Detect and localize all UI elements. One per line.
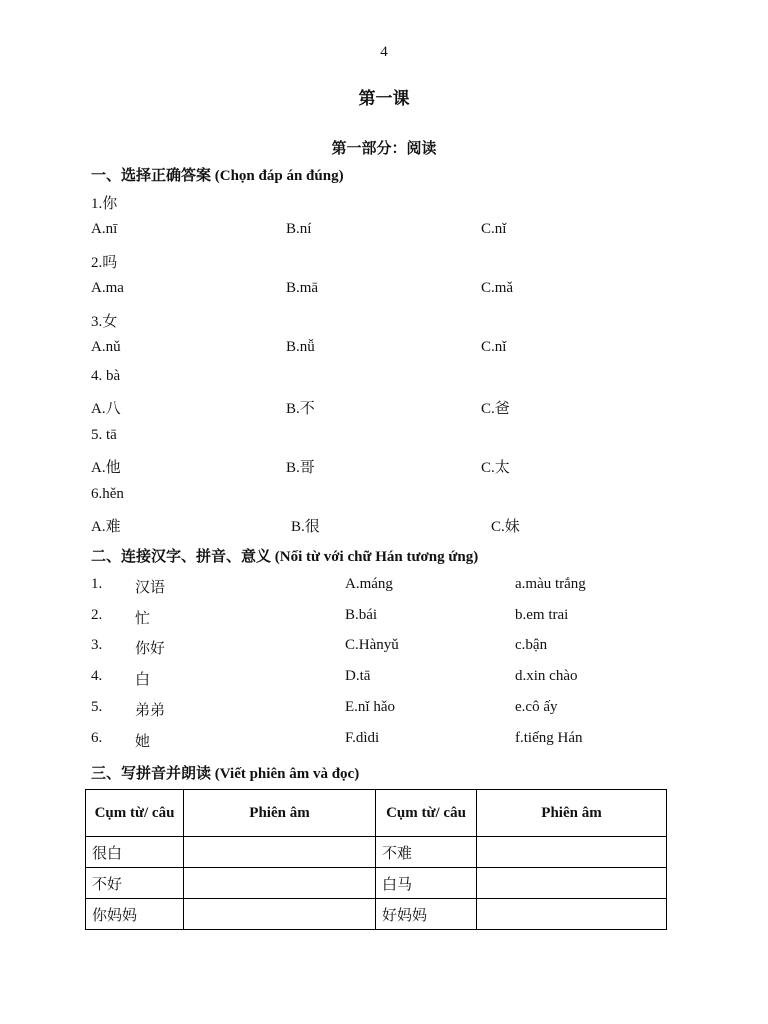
- meaning-item: a.màu trắng: [515, 576, 586, 592]
- pinyin-answer-cell[interactable]: [477, 837, 667, 868]
- pinyin-answer-cell[interactable]: [184, 837, 376, 868]
- row-number: 1.: [91, 576, 103, 592]
- meaning-item: b.em trai: [515, 607, 569, 623]
- option-a: A.他: [91, 460, 121, 476]
- option-c: C.太: [481, 460, 510, 476]
- option-b: B.哥: [286, 460, 315, 476]
- column-header-pinyin: Phiên âm: [477, 790, 667, 837]
- option-b: B.nǚ: [286, 339, 315, 355]
- table-row: [86, 899, 667, 930]
- pinyin-item: E.nǐ hǎo: [345, 699, 395, 715]
- meaning-item: f.tiếng Hán: [515, 730, 583, 746]
- pinyin-item: D.tā: [345, 668, 371, 684]
- pinyin-table: [85, 789, 667, 930]
- phrase-cell: 不好: [86, 868, 184, 899]
- column-header-pinyin: Phiên âm: [184, 790, 376, 837]
- table-row: [86, 837, 667, 868]
- phrase-cell: 不难: [376, 837, 477, 868]
- option-c: C.mǎ: [481, 280, 514, 296]
- meaning-item: d.xin chào: [515, 668, 578, 684]
- option-b: B.mā: [286, 280, 319, 296]
- meaning-item: c.bận: [515, 637, 548, 653]
- question-prompt: 1.你: [91, 196, 118, 212]
- section1-heading: 一、选择正确答案 (Chọn đáp án đúng): [91, 168, 344, 184]
- hanzi-item: 你好: [135, 641, 166, 657]
- pinyin-item: C.Hànyǔ: [345, 637, 399, 653]
- pinyin-answer-cell[interactable]: [477, 899, 667, 930]
- question-prompt: 6.hěn: [91, 486, 124, 502]
- option-a: A.nī: [91, 221, 118, 237]
- section2-heading: 二、连接汉字、拼音、意义 (Nối từ với chữ Hán tương ứng): [91, 549, 479, 565]
- question-prompt: 2.吗: [91, 255, 118, 271]
- phrase-cell: 好妈妈: [376, 899, 477, 930]
- table-header-row: [86, 790, 667, 837]
- pinyin-answer-cell[interactable]: [184, 868, 376, 899]
- pinyin-item: A.máng: [345, 576, 393, 592]
- phrase-cell: 你妈妈: [86, 899, 184, 930]
- phrase-cell: 很白: [86, 837, 184, 868]
- question-prompt: 4. bà: [91, 368, 121, 384]
- phrase-cell: 白马: [376, 868, 477, 899]
- option-c: C.妹: [491, 519, 520, 535]
- hanzi-item: 白: [135, 672, 151, 688]
- row-number: 6.: [91, 730, 103, 746]
- part-title: 第一部分：阅读: [331, 141, 437, 157]
- column-header-phrase: Cụm từ/ câu: [376, 790, 477, 837]
- question-prompt: 3.女: [91, 314, 118, 330]
- pinyin-answer-cell[interactable]: [184, 899, 376, 930]
- option-c: C.爸: [481, 401, 510, 417]
- section3-heading: 三、写拼音并朗读 (Viết phiên âm và đọc): [91, 766, 360, 782]
- option-b: B.很: [291, 519, 320, 535]
- page-number: 4: [380, 44, 388, 60]
- question-prompt: 5. tā: [91, 427, 117, 443]
- pinyin-answer-cell[interactable]: [477, 868, 667, 899]
- row-number: 2.: [91, 607, 103, 623]
- pinyin-item: B.bái: [345, 607, 378, 623]
- row-number: 4.: [91, 668, 103, 684]
- hanzi-item: 弟弟: [135, 703, 166, 719]
- option-a: A.八: [91, 401, 121, 417]
- meaning-item: e.cô ấy: [515, 699, 558, 715]
- option-c: C.nǐ: [481, 339, 507, 355]
- option-b: B.ní: [286, 221, 312, 237]
- option-a: A.nǔ: [91, 339, 121, 355]
- column-header-phrase: Cụm từ/ câu: [86, 790, 184, 837]
- option-c: C.nǐ: [481, 221, 507, 237]
- option-a: A.难: [91, 519, 121, 535]
- hanzi-item: 忙: [135, 611, 151, 627]
- lesson-title: 第一课: [358, 89, 410, 108]
- hanzi-item: 汉语: [135, 580, 166, 596]
- row-number: 3.: [91, 637, 103, 653]
- hanzi-item: 她: [135, 734, 151, 750]
- pinyin-item: F.dìdi: [345, 730, 380, 746]
- row-number: 5.: [91, 699, 103, 715]
- table-row: [86, 868, 667, 899]
- option-a: A.ma: [91, 280, 124, 296]
- option-b: B.不: [286, 401, 315, 417]
